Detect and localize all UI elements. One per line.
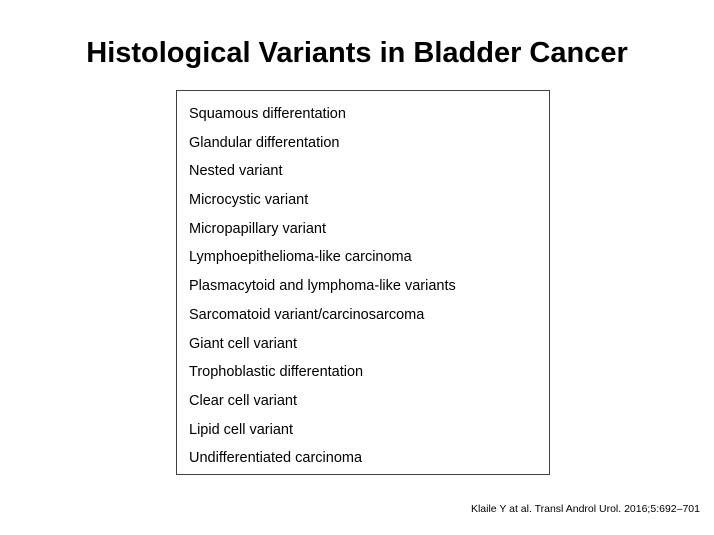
list-item: Glandular differentation [189, 134, 340, 151]
variants-list [177, 107, 549, 466]
list-item: Trophoblastic differentation [189, 364, 364, 381]
list-item: Nested variant [189, 163, 283, 180]
citation: Klaile Y at al. Transl Androl Urol. 2016;5:692–701 [470, 503, 700, 515]
list-item: Clear cell variant [189, 392, 297, 409]
list-item: Microcystic variant [189, 192, 309, 209]
list-item: Sarcomatoid variant/carcinosarcoma [189, 306, 425, 323]
list-item: Plasmacytoid and lymphoma-like variants [189, 278, 456, 295]
list-item: Lipid cell variant [189, 421, 293, 438]
list-item: Undifferentiated carcinoma [189, 450, 363, 467]
list-item: Lymphoepithelioma-like carcinoma [189, 249, 412, 266]
list-item: Squamous differentation [189, 106, 346, 122]
list-item: Micropapillary variant [189, 220, 326, 237]
list-item: Giant cell variant [189, 335, 297, 352]
variants-box [176, 90, 550, 475]
page-title: Histological Variants in Bladder Cancer [86, 37, 628, 69]
